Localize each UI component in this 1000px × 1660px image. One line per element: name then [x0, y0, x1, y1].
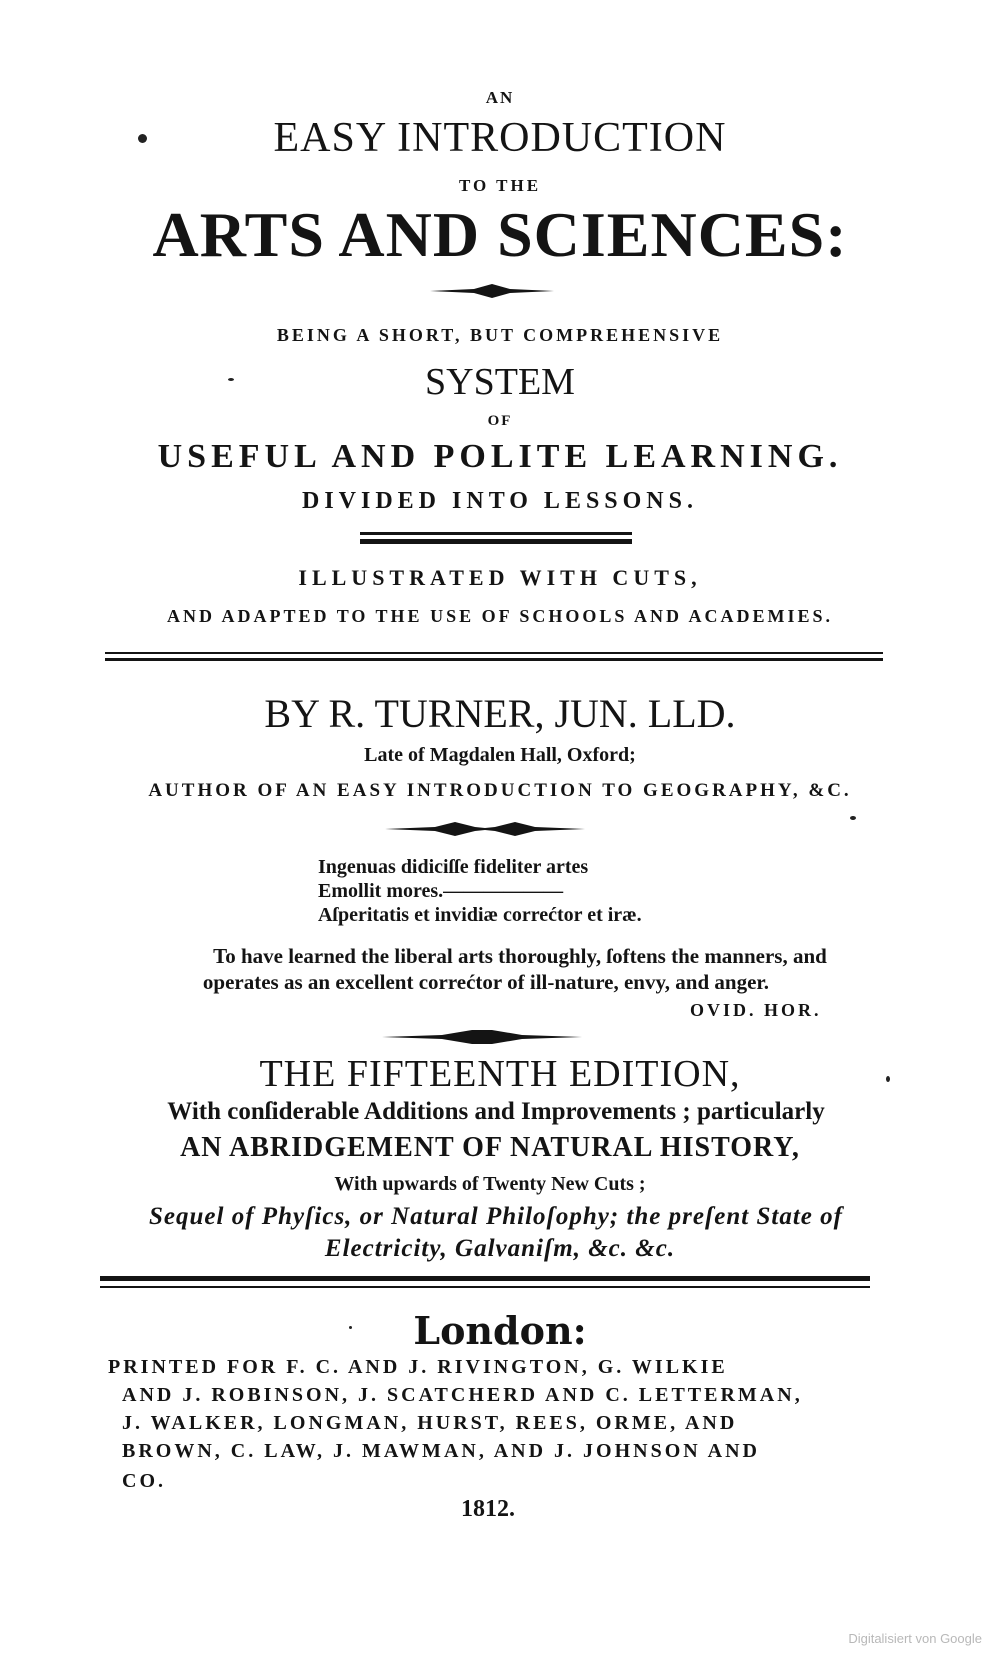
double-rule-2b — [105, 658, 883, 661]
translation-line-1: To have learned the liberal arts thoroughly, ſoftens the manners, and — [213, 944, 827, 968]
ink-speck — [850, 816, 856, 820]
double-rule-1a — [360, 532, 632, 535]
author-name: BY R. TURNER, JUN. LLD. — [264, 691, 736, 736]
subtitle-useful-learning: USEFUL AND POLITE LEARNING. — [157, 438, 843, 475]
ornament-divider-1 — [430, 284, 554, 298]
subtitle-system: SYSTEM — [425, 361, 575, 403]
imprint-year: 1812. — [461, 1496, 515, 1522]
motto-line-2: Emollit mores.—————— — [318, 880, 564, 902]
title-an: AN — [485, 88, 515, 107]
imprint-line-5: CO. — [122, 1470, 166, 1492]
imprint-london: London: — [413, 1308, 587, 1353]
imprint-line-2: AND J. ROBINSON, J. SCATCHERD AND C. LETTERMAN, — [122, 1384, 803, 1406]
subtitle-adapted: AND ADAPTED TO THE USE OF SCHOOLS AND ACADEMIES. — [167, 606, 833, 626]
author-of: AUTHOR OF AN EASY INTRODUCTION TO GEOGRAPHY, &C. — [148, 780, 852, 801]
double-rule-1b — [360, 539, 632, 544]
motto-line-3: Aſperitatis et invidiæ correćtor et iræ. — [318, 904, 642, 926]
edition-additions: With conſiderable Additions and Improvements ; particularly — [167, 1098, 825, 1125]
subtitle-illustrated: ILLUSTRATED WITH CUTS, — [298, 565, 702, 590]
title-arts-and-sciences: ARTS AND SCIENCES: — [152, 199, 848, 270]
imprint-line-1: PRINTED FOR F. C. AND J. RIVINGTON, G. WILKIE — [108, 1356, 728, 1378]
motto-line-1: Ingenuas didiciſſe fideliter artes — [318, 856, 589, 878]
subtitle-divided: DIVIDED INTO LESSONS. — [302, 488, 698, 514]
edition-abridgement: AN ABRIDGEMENT OF NATURAL HISTORY, — [180, 1132, 800, 1163]
edition-sequel-2: Electricity, Galvaniſm, &c. &c. — [324, 1235, 676, 1262]
double-rule-3b — [100, 1286, 870, 1288]
ink-speck — [138, 134, 147, 143]
translation-attribution: OVID. HOR. — [690, 1000, 822, 1020]
ink-speck — [886, 1076, 890, 1082]
imprint-line-3: J. WALKER, LONGMAN, HURST, REES, ORME, AND — [122, 1412, 738, 1434]
imprint-line-4: BROWN, C. LAW, J. MAWMAN, AND J. JOHNSON AND — [122, 1440, 760, 1462]
double-rule-2a — [105, 652, 883, 654]
ornament-divider-3 — [382, 1030, 582, 1044]
edition-cuts: With upwards of Twenty New Cuts ; — [334, 1173, 646, 1195]
author-late-of: Late of Magdalen Hall, Oxford; — [364, 744, 636, 766]
ornament-divider-2 — [385, 822, 585, 836]
ink-speck — [349, 1326, 352, 1329]
double-rule-3a — [100, 1276, 870, 1281]
ink-speck — [228, 378, 234, 381]
subtitle-being: BEING A SHORT, BUT COMPREHENSIVE — [276, 325, 724, 345]
edition-title: THE FIFTEENTH EDITION, — [259, 1053, 741, 1095]
subtitle-of: OF — [487, 413, 513, 429]
google-watermark: Digitalisiert von Google — [848, 1631, 982, 1646]
title-easy-introduction: EASY INTRODUCTION — [273, 115, 727, 161]
edition-sequel-1: Sequel of Phyſics, or Natural Philoſophy; the preſent State of — [149, 1203, 843, 1230]
title-to-the: TO THE — [458, 176, 542, 195]
translation-line-2: operates as an excellent correćtor of ill-nature, envy, and anger. — [202, 970, 770, 994]
